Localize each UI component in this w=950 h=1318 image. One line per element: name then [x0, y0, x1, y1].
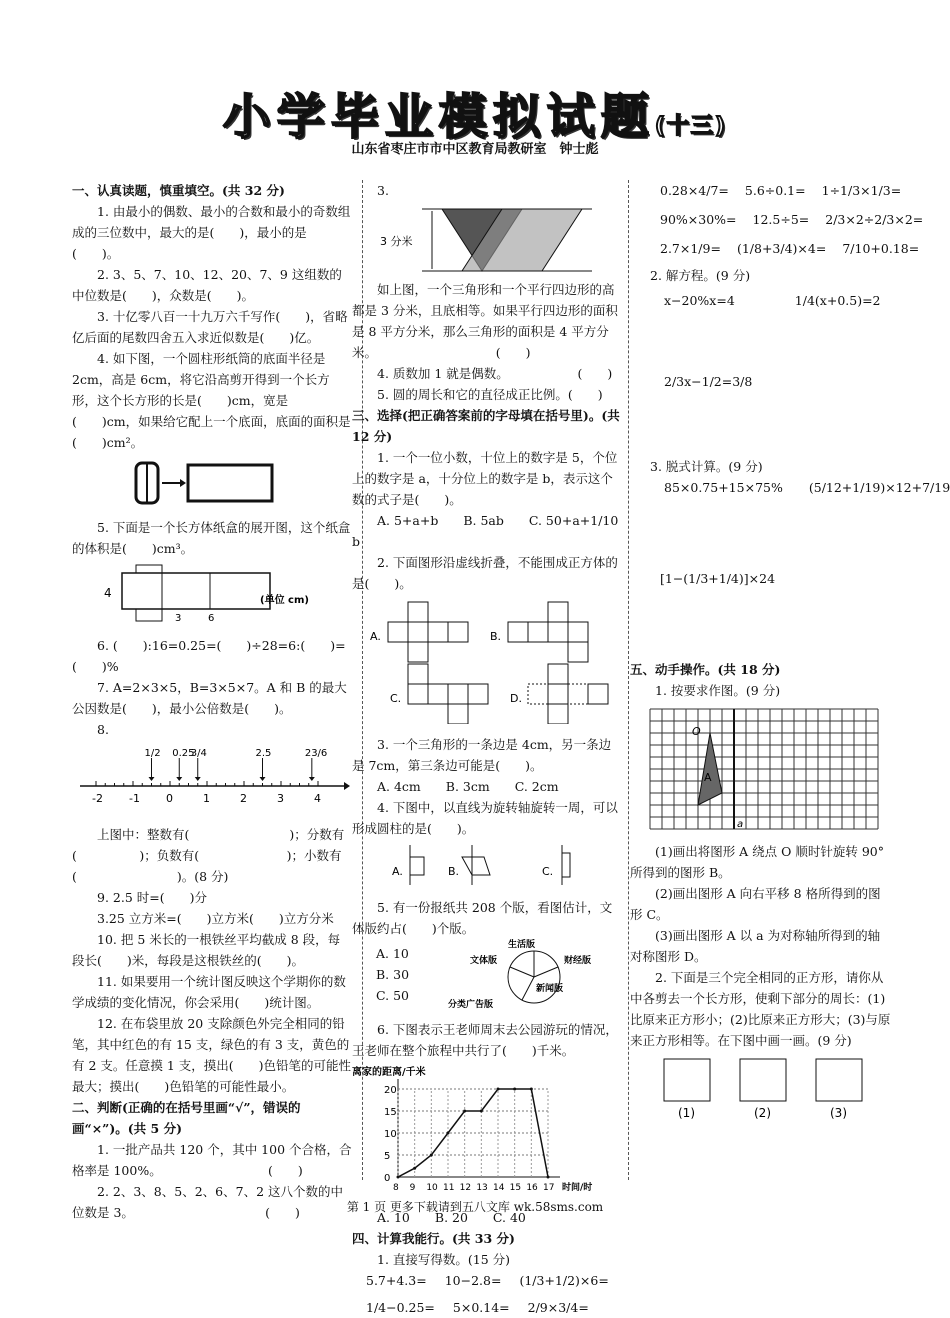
x-tick-label: 14 [493, 1183, 505, 1193]
choice-5-option-c: C. 50 [376, 988, 409, 1003]
page-footer: 第 1 页 更多下载请到五八文库 wk.58sms.com [346, 1200, 604, 1214]
y-tick-label: 15 [384, 1107, 397, 1118]
axis-a-label: a [737, 819, 744, 830]
calc-item: 5.6÷0.1= [744, 183, 806, 198]
number-line-label: -2 [92, 792, 103, 805]
square-label-1: (1) [678, 1106, 695, 1119]
x-tick-label: 16 [526, 1183, 538, 1193]
judge-5: 5. 圆的周长和它的直径成正比例。( ) [377, 387, 603, 402]
question-11: 11. 如果要用一个统计图反映这个学期你的数学成绩的变化情况，你会采用( )统计图。 [72, 974, 346, 1010]
calc-row-5 [630, 238, 920, 259]
question-3: 3. 十亿零八百一十九万六千写作( )，省略亿后面的尾数四舍五入求近似数是( )亿。 [72, 309, 348, 345]
calc-item: 5×0.14= [452, 1300, 510, 1315]
arrow-down-icon [149, 777, 155, 781]
net-a-label: A. [370, 630, 381, 643]
calc-item: 2/3×2÷2/3×2= [825, 212, 924, 227]
tuo-1: 85×0.75+15×75% [664, 480, 783, 495]
calc-row-4 [630, 209, 924, 230]
operation-1b: (2)画出图形 A 向右平移 8 格所得到的图形 C。 [630, 886, 881, 922]
calc-row-3 [630, 180, 902, 201]
x-tick-label: 10 [426, 1183, 438, 1193]
number-line-label: 0 [166, 792, 173, 805]
arrow-down-icon [309, 777, 315, 781]
number-line-mark: 3/4 [190, 748, 207, 759]
number-line [72, 744, 352, 820]
data-point [497, 1088, 500, 1091]
calc-item: 0.28×4/7= [660, 183, 729, 198]
x-tick-label: 17 [543, 1183, 555, 1193]
operation-1c: (3)画出图形 A 以 a 为对称轴所得到的轴对称图形 D。 [630, 928, 881, 964]
data-point [447, 1132, 450, 1135]
square-label-3: (3) [830, 1106, 847, 1119]
shape-a-label: A [704, 771, 712, 784]
y-tick-label: 20 [384, 1085, 397, 1096]
x-tick-label: 11 [443, 1183, 455, 1193]
operation-1: 1. 按要求作图。(9 分) [655, 683, 781, 698]
question-5: 5. 下面是一个长方体纸盒的展开图，这个纸盒的体积是( )cm³。 [72, 520, 351, 556]
box-dim-4: 4 [104, 586, 112, 600]
calc-item: 5.7+4.3= [366, 1273, 427, 1288]
data-point [413, 1167, 416, 1170]
squares-figure [630, 1055, 892, 1125]
question-9b: 3.25 立方米=( )立方米( )立方分米 [97, 911, 334, 926]
box-dim-6: 6 [208, 613, 215, 624]
box-dim-3: 3 [175, 613, 182, 624]
question-8-text: 上图中：整数有( )；分数有( )；负数有( )；小数有( )。(8 分) [72, 827, 345, 884]
arrow-icon [344, 782, 350, 790]
column-2 [352, 180, 620, 1318]
answer-space [630, 589, 892, 659]
equation-1: x−20%x=4 [664, 293, 735, 308]
data-point [480, 1110, 483, 1113]
pie-label-sports: 文体版 [470, 956, 498, 966]
number-line-mark: 23/6 [304, 748, 328, 759]
section-5-heading: 五、动手操作。(共 18 分) [630, 662, 781, 677]
question-6: 6. ( ):16=0.25=( )÷28=6:( )=( )% [72, 638, 346, 674]
number-line-mark: 0.25 [172, 748, 195, 759]
question-9a: 9. 2.5 时=( )分 [97, 890, 207, 905]
data-point [463, 1110, 466, 1113]
choice-1-options: A. 5+a+b B. 5ab C. 50+a+1/10 b [352, 513, 619, 549]
question-7: 7. A=2×3×5，B=3×5×7。A 和 B 的最大公因数是( )，最小公倍数是( )。 [72, 680, 347, 716]
x-tick-label: 9 [409, 1183, 416, 1193]
page-title: 小学毕业模拟试题(十三) [222, 89, 728, 145]
number-line-mark: 2.5 [255, 748, 272, 759]
question-2: 2. 3、5、7、10、12、20、7、9 这组数的中位数是( )，众数是( )。 [72, 267, 342, 303]
tuo-2: (5/12+1/19)×12+7/19 [808, 480, 950, 495]
y-tick-label: 5 [384, 1151, 391, 1162]
number-line-label: -1 [129, 792, 140, 805]
calc-item: (1/3+1/2)×6= [519, 1273, 609, 1288]
operation-2: 2. 下面是三个完全相同的正方形，请你从中各剪去一个长方形，使剩下部分的周长：(1)比原来正方形小；(2)比原来正方形大；(3)与原来正方形相等。在下图中画一画。(9 分) [630, 970, 891, 1048]
tuo-3: [1−(1/3+1/4)]×24 [660, 571, 776, 586]
tuo-heading: 3. 脱式计算。(9 分) [650, 459, 763, 474]
answer-space [630, 311, 892, 371]
section-4-heading: 四、计算我能行。(共 33 分) [352, 1231, 515, 1246]
drawing-grid [630, 705, 892, 837]
choice-5-option-a: A. 10 [376, 946, 409, 961]
calc-item: 2/9×3/4= [527, 1300, 589, 1315]
number-line-mark: 1/2 [144, 748, 161, 759]
x-tick-label: 15 [509, 1183, 522, 1193]
x-tick-label: 8 [393, 1183, 399, 1193]
number-line-label: 3 [277, 792, 284, 805]
operation-1a: (1)画出将图形 A 绕点 O 顺时针旋转 90°所得到的图形 B。 [630, 844, 885, 880]
arrow-down-icon [176, 777, 182, 781]
answer-space [630, 392, 892, 456]
x-tick-label: 12 [459, 1183, 472, 1193]
cylinder-figure [72, 457, 352, 513]
calc-item: 1/4−0.25= [366, 1300, 435, 1315]
question-10: 10. 把 5 米长的一根铁丝平均截成 8 段，每段长( )米，每段是这根铁丝的( )。 [72, 932, 341, 968]
net-b-label: B. [490, 630, 502, 643]
judge-4: 4. 质数加 1 就是偶数。 ( ) [377, 366, 613, 381]
data-point [530, 1088, 533, 1091]
equation-3: 2/3x−1/2=3/8 [664, 374, 753, 389]
calc-row-2 [352, 1297, 620, 1318]
y-tick-label: 0 [384, 1173, 391, 1184]
arrow-down-icon [260, 777, 266, 781]
number-line-label: 1 [203, 792, 210, 805]
question-8: 8. [97, 722, 109, 737]
calc-item: 90%×30%= [660, 212, 737, 227]
choice-5: 5. 有一份报纸共 208 个版，看图估计，文体版约占( )个版。 [352, 900, 613, 936]
answer-space [630, 498, 892, 568]
question-12: 12. 在布袋里放 20 支除颜色外完全相同的铅笔，其中红色的有 15 支，绿色的有 3 支，黄色的有 2 支。任意摸 1 支，摸出( )色铅笔的可能性最大；摸出( )色铅笔的可能性最小。 [72, 1016, 352, 1094]
rot-a-label: A. [392, 865, 403, 878]
calc-item: 1÷1/3×1/3= [821, 183, 902, 198]
rot-c-label: C. [542, 865, 554, 878]
number-line-label: 4 [314, 792, 321, 805]
judge-3: 3. [377, 183, 389, 198]
calc-row-1 [352, 1270, 620, 1291]
arrow-down-icon [195, 777, 201, 781]
choice-6-options: A. 10 B. 20 C. 40 [377, 1210, 526, 1225]
choice-4: 4. 下图中，以直线为旋转轴旋转一周，可以形成圆柱的是( )。 [352, 800, 618, 836]
x-tick-label: 13 [476, 1183, 488, 1193]
section-3-heading: 三、选择(把正确答案前的字母填在括号里)。(共 12 分) [352, 408, 620, 444]
distance-line [398, 1089, 548, 1177]
data-point [397, 1176, 400, 1179]
tuo-row [630, 477, 950, 498]
data-point [513, 1088, 516, 1091]
rot-b-label: B. [448, 865, 460, 878]
equation-row [630, 290, 892, 311]
column-3 [630, 180, 950, 1129]
choice-5-option-b: B. 30 [376, 967, 410, 982]
calc-item: (1/8+3/4)×4= [736, 241, 827, 256]
column-divider [628, 180, 629, 1180]
net-c-label: C. [390, 692, 402, 705]
question-1: 1. 由最小的偶数、最小的合数和最小的奇数组成的三位数中，最大的是( )，最小的是( )。 [72, 204, 351, 261]
box-net-figure [72, 563, 352, 631]
equation-2: 1/4(x+0.5)=2 [794, 293, 881, 308]
data-point [430, 1154, 433, 1157]
box-unit: (单位 cm) [260, 595, 309, 606]
choice-6: 6. 下图表示王老师周末去公园游玩的情况，王老师在整个旅程中共行了( )千米。 [352, 1022, 618, 1058]
data-point [547, 1176, 550, 1179]
choice-3: 3. 一个三角形的一条边是 4cm，另一条边是 7cm，第三条边可能是( )。 [352, 737, 612, 773]
question-4: 4. 如下图，一个圆柱形纸筒的底面半径是 2cm，高是 6cm，将它沿高剪开得到一个长方形，这个长方形的长是( )cm，宽是( )cm，如果给它配上一个底面，底面的面积是( )cm²。 [72, 351, 351, 450]
x-axis-label: 时间/时 [562, 1183, 593, 1193]
author-line: 山东省枣庄市市中区教育局教研室 钟士彪 [351, 142, 599, 157]
net-d-label: D. [510, 692, 522, 705]
column-1 [72, 180, 352, 1223]
height-label: 3 分米 [380, 235, 413, 248]
pie-label-news: 新闻版 [536, 984, 564, 994]
number-line-label: 2 [240, 792, 247, 805]
calc-item: 12.5÷5= [752, 212, 810, 227]
calc-item: 2.7×1/9= [660, 241, 721, 256]
equation-heading: 2. 解方程。(9 分) [650, 268, 751, 283]
choice-3-options: A. 4cm B. 3cm C. 2cm [377, 779, 559, 794]
calc-item: 10−2.8= [444, 1273, 502, 1288]
pie-label-life: 生活版 [508, 940, 536, 950]
square-label-2: (2) [754, 1106, 771, 1119]
newspaper-pie-figure [352, 940, 620, 1015]
pie-label-finance: 财经版 [564, 956, 592, 966]
point-o-label: O [692, 725, 701, 738]
section-1-heading: 一、认真读题，慎重填空。(共 32 分) [72, 183, 285, 198]
judge-2: 2. 2、3、8、5、2、6、7、2 这八个数的中位数是 3。 ( ) [72, 1184, 343, 1220]
distance-chart [352, 1065, 620, 1203]
section-2-heading: 二、判断(正确的在括号里画“√”，错误的画“×”)。(共 5 分) [72, 1100, 301, 1136]
judge-1: 1. 一批产品共 120 个，其中 100 个合格，合格率是 100%。 ( ) [72, 1142, 352, 1178]
calc-item: 7/10+0.18= [842, 241, 920, 256]
judge-3-text: 如上图，一个三角形和一个平行四边形的高都是 3 分米，且底相等。如果平行四边形的面积是 8 平方分米，那么三角形的面积是 4 平方分米。 ( ) [352, 282, 618, 360]
cube-nets-figure [352, 598, 620, 730]
y-tick-label: 10 [384, 1129, 397, 1140]
triangle-parallelogram-figure [352, 205, 620, 275]
rotation-figure [352, 843, 620, 893]
pie-label-ads: 分类广告版 [448, 1000, 494, 1009]
chart-title: 离家的距离/千米 [352, 1067, 426, 1078]
choice-2: 2. 下面图形沿虚线折叠，不能围成正方体的是( )。 [352, 555, 618, 591]
calc-1-heading: 1. 直接写得数。(15 分) [377, 1252, 511, 1267]
choice-1: 1. 一个一位小数，十位上的数字是 5，个位上的数字是 a，十分位上的数字是 b，表示这个数的式子是( )。 [352, 450, 618, 507]
